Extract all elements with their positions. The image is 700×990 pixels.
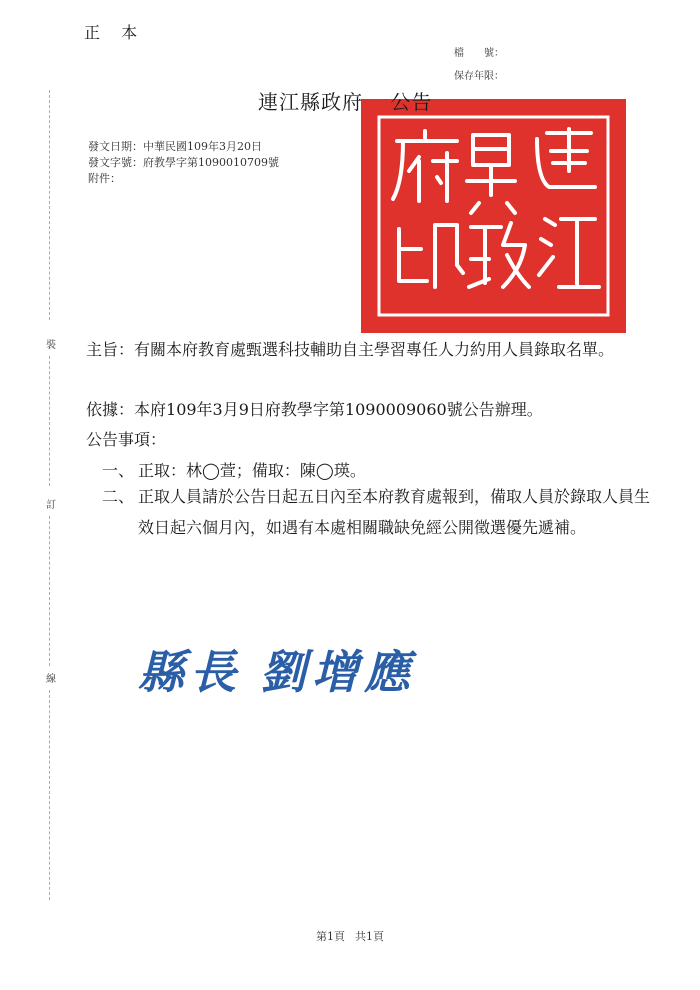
file-number-label: 檔 號：	[454, 48, 504, 59]
document-type: 公告	[390, 90, 433, 114]
page-number: 第1頁	[316, 930, 345, 943]
subject-label: 主旨：	[86, 340, 135, 359]
item-number: 二、	[102, 487, 135, 506]
page-total: 共1頁	[355, 930, 384, 943]
official-seal	[361, 99, 626, 333]
document-title	[258, 86, 432, 115]
binding-line	[49, 516, 50, 666]
subject	[86, 334, 666, 365]
binding-mark-2: 訂	[46, 500, 56, 511]
attachment-label: 附件：	[88, 172, 121, 185]
basis-label: 依據：	[86, 400, 135, 419]
document-info	[88, 139, 279, 187]
subject-text: 有關本府教育處甄選科技輔助自主學習專任人力約用人員錄取名單。	[134, 340, 615, 359]
page-footer	[0, 928, 700, 944]
basis-text: 本府109年3月9日府教學字第1090009060號公告辦理。	[134, 400, 543, 419]
item-text: 正取人員請於公告日起五日內至本府教育處報到，備取人員於錄取人員生效日起六個月內，如遇有本處相關職缺免經公開徵選優先遞補。	[138, 487, 651, 537]
document-number: 發文字號：府教學字第1090010709號	[88, 156, 279, 169]
binding-line	[49, 690, 50, 900]
copy-mark: 正 本	[84, 23, 146, 42]
item-text: 正取：林◯萱；備取：陳◯瑛。	[138, 461, 366, 480]
magistrate-signature	[138, 636, 416, 702]
signature-name: 劉增應	[260, 645, 416, 699]
items-heading: 公告事項：	[86, 430, 167, 449]
retention-label: 保存年限：	[454, 71, 504, 82]
seal-graphic	[361, 99, 626, 333]
binding-line	[49, 356, 50, 486]
agency-name: 連江縣政府	[258, 90, 363, 114]
notice-item	[102, 481, 662, 543]
binding-mark-3: 線	[46, 674, 56, 685]
issue-date: 發文日期：中華民國109年3月20日	[88, 140, 262, 153]
basis	[86, 394, 543, 425]
item-number: 一、	[102, 461, 135, 480]
binding-line	[49, 90, 50, 320]
signature-title: 縣長	[138, 645, 242, 699]
binding-mark-1: 裝	[46, 340, 56, 351]
